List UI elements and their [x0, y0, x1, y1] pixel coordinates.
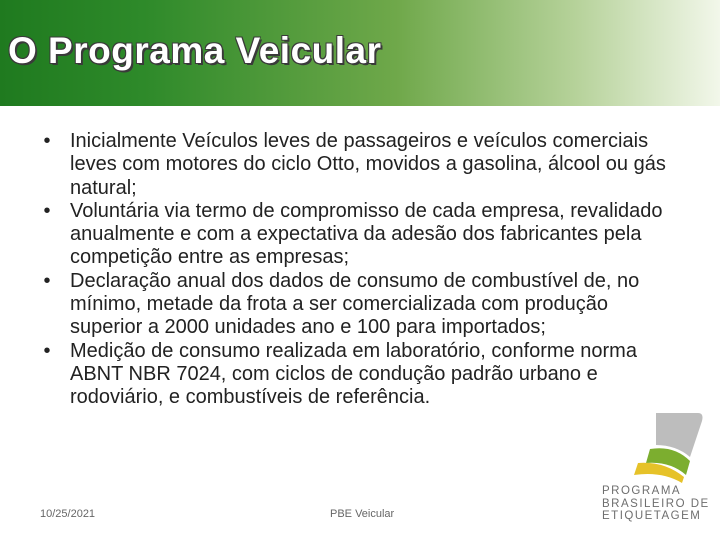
- bullet-item: [40, 200, 680, 270]
- logo-text: [602, 485, 712, 523]
- bullet-text: Medição de consumo realizada em laboratório, conforme norma ABNT NBR 7024, com ciclos de condução padrão urbano e rodoviário, e combustíveis de referência.: [70, 339, 637, 409]
- bullet-item: [40, 270, 680, 340]
- footer-title: PBE Veicular: [330, 508, 395, 520]
- footer-date: 10/25/2021: [40, 508, 96, 520]
- bullet-icon: •: [43, 130, 51, 152]
- pbe-logo-icon: [598, 405, 714, 485]
- slide-title: O Programa Veicular: [8, 30, 382, 71]
- pbe-logo: [598, 405, 714, 530]
- bullet-text: Voluntária via termo de compromisso de cada empresa, revalidado anualmente e com a expectativa da adesão dos fabricantes pela competição entre as empresas;: [70, 199, 663, 269]
- logo-line-etiquetagem: ETIQUETAGEM: [602, 510, 702, 522]
- bullet-icon: •: [43, 339, 51, 362]
- logo-line-brasileiro: BRASILEIRO DE: [602, 497, 710, 510]
- bullet-icon: •: [43, 269, 51, 292]
- bullet-list: [40, 130, 680, 410]
- bullet-item: [40, 130, 680, 200]
- bullet-item: [40, 340, 680, 410]
- logo-line-programa: PROGRAMA: [602, 485, 682, 497]
- bullet-text: Declaração anual dos dados de consumo de combustível de, no mínimo, metade da frota a ser comercializada com produção superior a 2000 unidades ano e 100 para importados;: [70, 269, 640, 339]
- bullet-icon: •: [43, 199, 51, 222]
- slide-content: [40, 130, 680, 410]
- bullet-text: Inicialmente Veículos leves de passageiros e veículos comerciais leves com motores do ciclo Otto, movidos a gasolina, álcool ou gás natural;: [70, 130, 666, 199]
